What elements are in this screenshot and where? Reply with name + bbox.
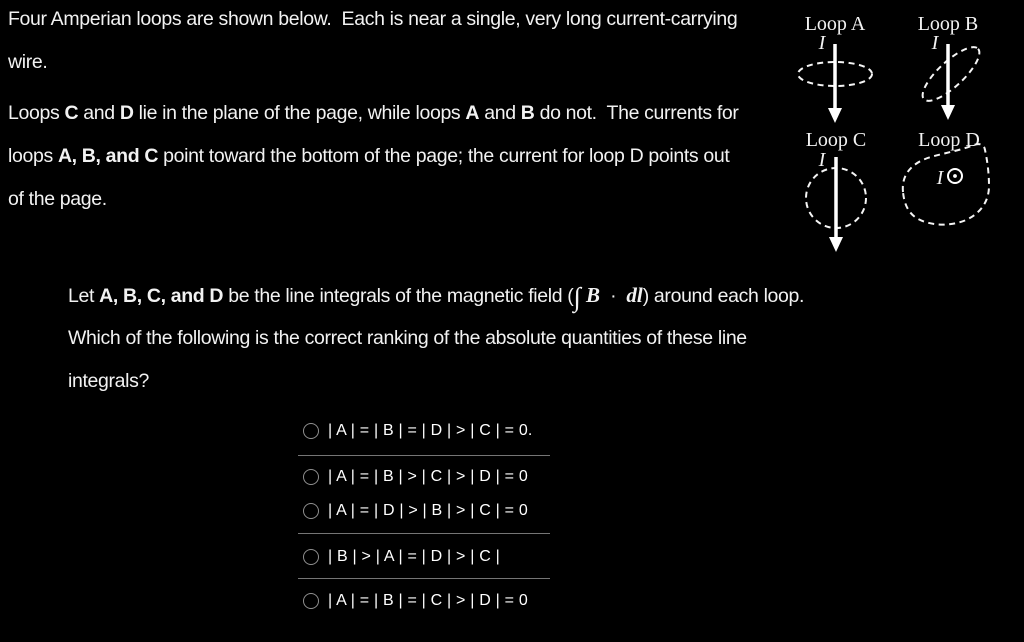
option-label: | A | = | D | > | B | > | C | = 0 xyxy=(328,502,528,519)
loop-b-current-label: I xyxy=(931,32,939,54)
question-line: Which of the following is the correct ranking of the absolute quantities of these line xyxy=(68,327,747,349)
loop-b-title: Loop B xyxy=(917,13,979,35)
radio-button[interactable] xyxy=(303,593,319,609)
loop-b-diagram xyxy=(915,13,986,120)
option-label: | A | = | B | = | D | > | C | = 0. xyxy=(328,422,533,439)
loop-b-arrowhead-icon xyxy=(941,105,955,120)
loop-d-title: Loop D xyxy=(918,129,980,151)
current-out-of-page-icon xyxy=(948,169,962,183)
loop-d-dashed-blob xyxy=(903,144,989,224)
question-line: Let A, B, C, and D be the line integrals of the magnetic field (∫ B · dl) around each loop. xyxy=(68,282,805,312)
intro-line: wire. xyxy=(8,51,48,73)
option-divider xyxy=(298,533,550,534)
radio-button[interactable] xyxy=(303,549,319,565)
loop-c-title: Loop C xyxy=(805,129,867,151)
intro-line: Loops C and D lie in the plane of the page, while loops A and B do not. The currents for xyxy=(8,102,739,124)
option-row-4[interactable] xyxy=(303,546,500,568)
loop-b-dashed-ellipse xyxy=(915,40,986,109)
option-divider xyxy=(298,578,550,579)
loop-a-title: Loop A xyxy=(804,13,866,35)
radio-button[interactable] xyxy=(303,503,319,519)
option-row-2[interactable] xyxy=(303,466,528,488)
loop-c-current-label: I xyxy=(818,149,826,171)
option-label: | B | > | A | = | D | > | C | xyxy=(328,548,501,565)
question-text xyxy=(68,274,804,403)
loop-d-diagram xyxy=(903,129,989,225)
intro-line: of the page. xyxy=(8,188,107,210)
option-row-5[interactable] xyxy=(303,590,528,612)
intro-line: loops A, B, and C point toward the bottom of the page; the current for loop D points out xyxy=(8,145,730,167)
option-divider xyxy=(298,455,550,456)
intro-paragraph-1 xyxy=(8,0,737,84)
loop-c-arrowhead-icon xyxy=(829,237,843,252)
radio-button[interactable] xyxy=(303,469,319,485)
option-label: | A | = | B | > | C | > | D | = 0 xyxy=(328,468,528,485)
question-line: integrals? xyxy=(68,370,150,392)
loop-a-diagram xyxy=(798,13,872,123)
intro-line: Four Amperian loops are shown below. Each is near a single, very long current-carrying xyxy=(8,8,738,30)
amperian-loops-figure xyxy=(780,0,1024,262)
loop-a-current-label: I xyxy=(818,32,826,54)
radio-button[interactable] xyxy=(303,423,319,439)
loop-c-diagram xyxy=(806,129,867,252)
option-label: | A | = | B | = | C | > | D | = 0 xyxy=(328,592,528,609)
intro-paragraph-2 xyxy=(8,92,739,221)
option-row-3[interactable] xyxy=(303,500,528,522)
option-row-1[interactable] xyxy=(303,420,533,442)
loop-a-arrowhead-icon xyxy=(828,108,842,123)
loop-d-current-label: I xyxy=(936,167,944,189)
